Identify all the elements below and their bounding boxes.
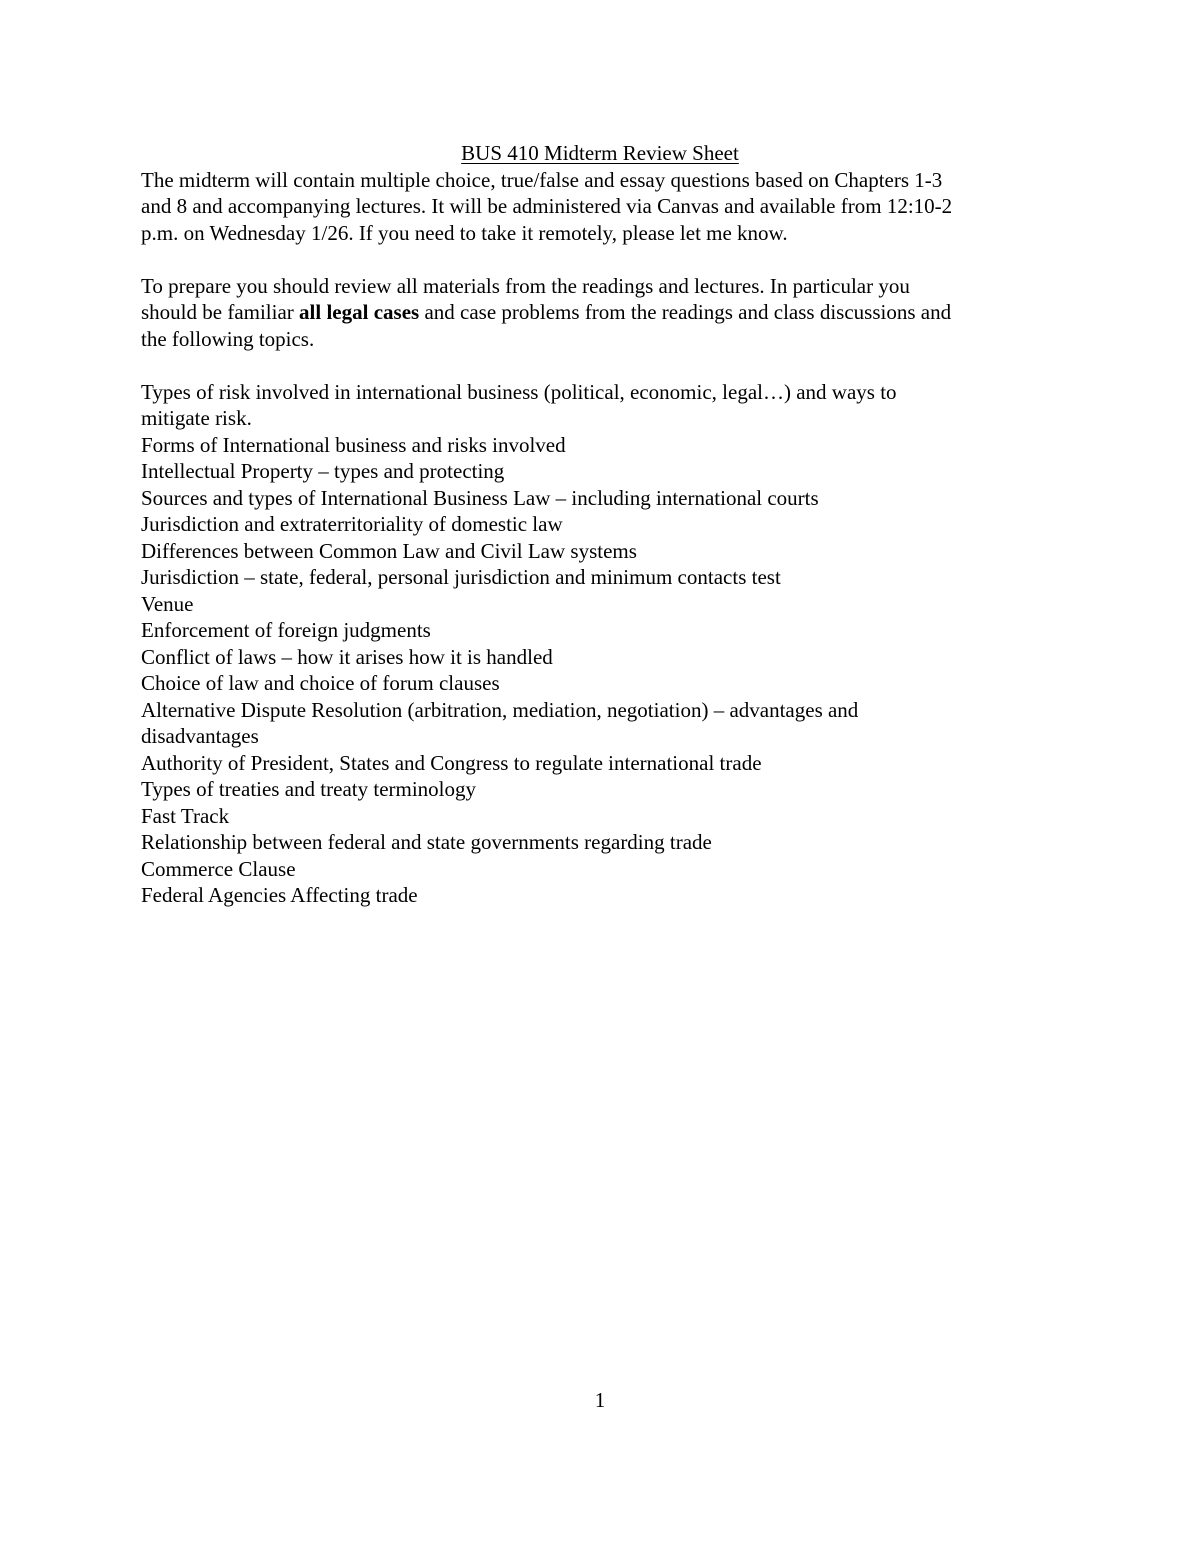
topic-item: Fast Track [141, 803, 230, 828]
topic-item: Intellectual Property – types and protecting [141, 459, 505, 483]
topic-item: Jurisdiction and extraterritoriality of domestic law [141, 512, 563, 536]
page-number: 1 [594, 1388, 606, 1412]
topic-item: Venue [141, 591, 194, 616]
topic-item: Jurisdiction – state, federal, personal jurisdiction and minimum contacts test [141, 565, 781, 589]
topic-item: Federal Agencies Affecting trade [141, 883, 418, 907]
paragraph-spacer [141, 352, 1081, 379]
topic-item: Sources and types of International Business Law – including international courts [141, 485, 819, 510]
topic-item: disadvantages [141, 724, 259, 748]
document-body [141, 167, 1081, 909]
topic-item: Conflict of laws – how it arises how it is handled [141, 644, 553, 669]
intro-line: and 8 and accompanying lectures. It will be administered via Canvas and available from 12:10-2 [141, 194, 953, 218]
topic-item: Commerce Clause [141, 856, 296, 881]
prepare-text: and case problems from the readings and class discussions and [419, 300, 952, 324]
topic-item: Differences between Common Law and Civil Law systems [141, 538, 637, 563]
topic-item: Choice of law and choice of forum clauses [141, 671, 500, 695]
emphasis-text: all legal cases [299, 300, 420, 324]
topic-list [141, 379, 1081, 909]
topic-item: mitigate risk. [141, 406, 252, 430]
paragraph-spacer [141, 246, 1081, 273]
prepare-text: should be familiar [141, 300, 300, 324]
topic-item: Types of treaties and treaty terminology [141, 777, 477, 801]
topic-item: Types of risk involved in international business (political, economic, legal…) and ways to [141, 379, 897, 404]
intro-line: p.m. on Wednesday 1/26. If you need to take it remotely, please let me know. [141, 220, 788, 245]
topic-item: Authority of President, States and Congress to regulate international trade [141, 750, 762, 775]
document-title: BUS 410 Midterm Review Sheet [461, 141, 739, 165]
topic-item: Enforcement of foreign judgments [141, 618, 431, 642]
topic-item: Forms of International business and risks involved [141, 432, 566, 457]
topic-item: Relationship between federal and state governments regarding trade [141, 830, 712, 854]
intro-line: The midterm will contain multiple choice, true/false and essay questions based on Chapters 1-3 [141, 167, 943, 192]
prepare-line: To prepare you should review all materials from the readings and lectures. In particular you [141, 273, 910, 298]
topic-item: Alternative Dispute Resolution (arbitration, mediation, negotiation) – advantages and [141, 697, 859, 722]
prepare-line: the following topics. [141, 326, 315, 351]
prepare-line [141, 299, 1081, 326]
